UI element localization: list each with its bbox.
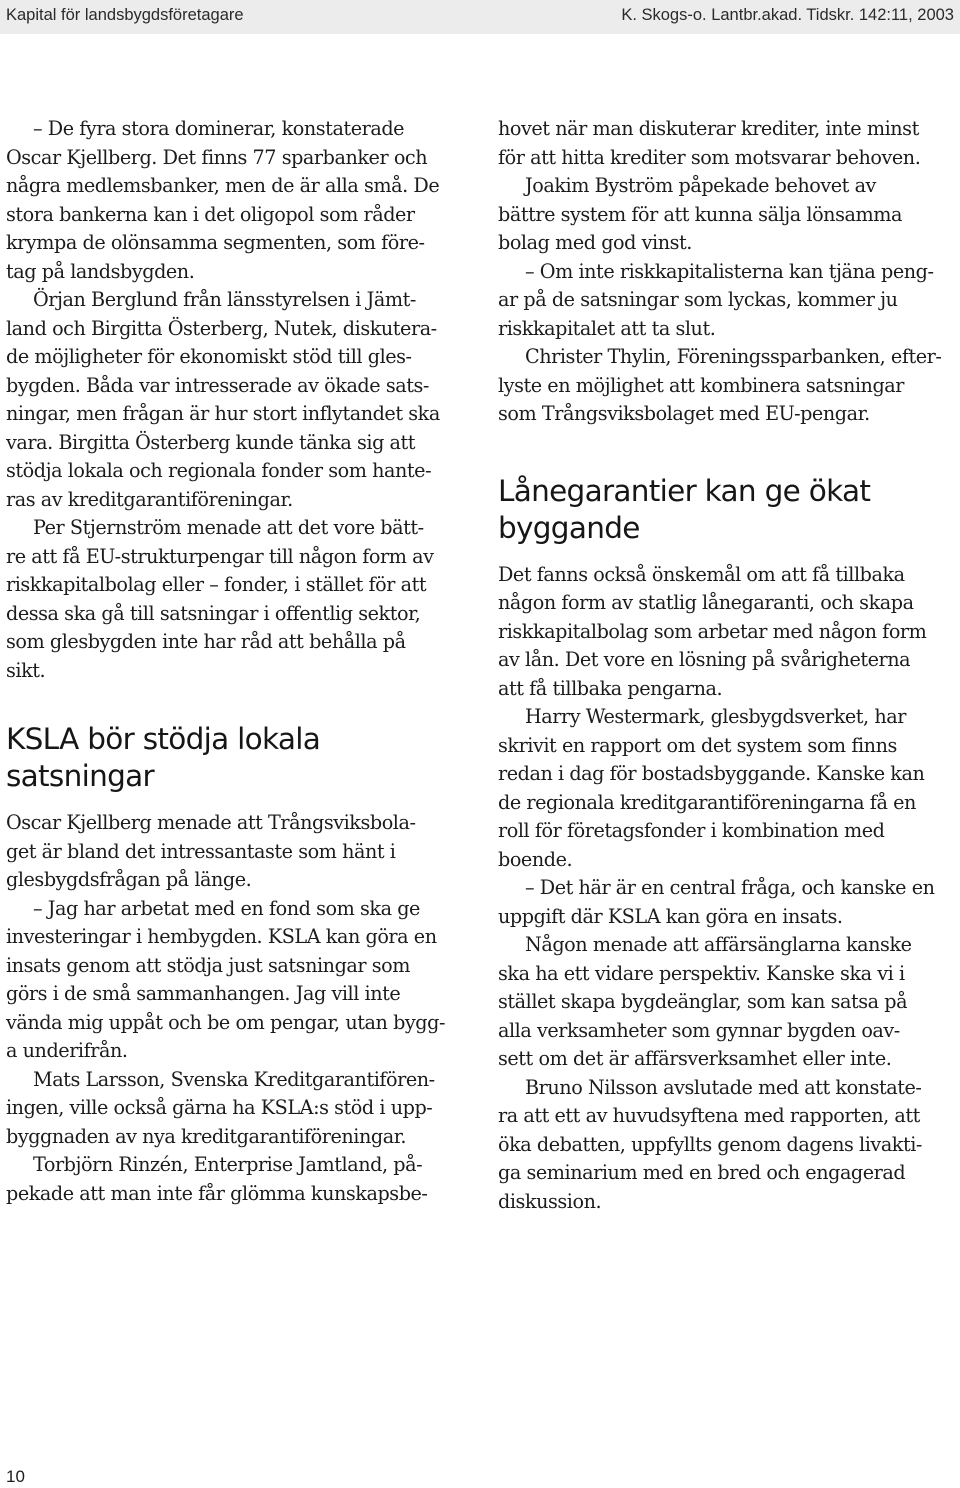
text-line: Örjan Berglund från länsstyrelsen i Jämt- <box>33 288 416 311</box>
page-number: 10 <box>6 1467 25 1486</box>
text-line: ska ha ett vidare perspektiv. Kanske ska vi i <box>498 961 905 985</box>
text-line: ar på de satsningar som lyckas, kommer ju <box>498 288 898 311</box>
text-line: uppgift där KSLA kan göra en insats. <box>498 904 843 928</box>
text-line: sett om det är affärsverksamhet eller inte. <box>498 1047 892 1070</box>
text-line: riskkapitalbolag eller – fonder, i stället för att <box>6 573 427 596</box>
text-line: tag på landsbygden. <box>6 259 195 283</box>
text-line: Det fanns också önskemål om att få tillbaka <box>498 562 905 586</box>
text-line: Mats Larsson, Svenska Kreditgarantifören- <box>33 1067 435 1091</box>
heading-line: byggande <box>498 510 640 545</box>
text-line: dessa ska gå till satsningar i offentlig sektor, <box>6 601 421 625</box>
text-line: stället skapa bygdeänglar, som kan satsa på <box>498 990 908 1013</box>
text-line: stora bankerna kan i det oligopol som råder <box>6 202 415 226</box>
text-line: ningar, men frågan är hur stort inflytandet ska <box>6 402 440 425</box>
paragraph <box>498 115 956 172</box>
text-line: investeringar i hembygden. KSLA kan göra en <box>6 925 437 948</box>
text-line: bättre system för att kunna sälja lönsamma <box>498 202 902 226</box>
text-line: Oscar Kjellberg menade att Trångsviksbola- <box>6 811 416 834</box>
text-line: get är bland det intressantaste som hänt i <box>6 839 396 863</box>
text-line: de regionala kreditgarantiföreningarna få en <box>498 790 916 814</box>
text-line: av lån. Det vore en lösning på svårigheterna <box>498 648 911 671</box>
text-line: att få tillbaka pengarna. <box>498 676 723 700</box>
paragraph <box>6 1066 466 1152</box>
heading-line: Lånegarantier kan ge ökat <box>498 473 871 508</box>
text-line: någon form av statlig lånegaranti, och skapa <box>498 591 914 614</box>
text-line: roll för företagsfonder i kombination med <box>498 819 885 842</box>
running-header <box>0 0 960 34</box>
section-heading <box>6 721 466 795</box>
paragraph <box>6 286 466 514</box>
heading-line: KSLA bör stödja lokala <box>6 722 321 756</box>
text-line: öka debatten, uppfyllts genom dagens livakti- <box>498 1132 922 1156</box>
paragraph <box>6 115 466 286</box>
text-line: vara. Birgitta Österberg kunde tänka sig att <box>6 430 416 454</box>
text-line: – Jag har arbetat med en fond som ska ge <box>33 896 420 920</box>
paragraph <box>498 703 956 874</box>
text-line: Torbjörn Rinzén, Enterprise Jamtland, på- <box>33 1153 423 1176</box>
right-column <box>498 115 956 1216</box>
text-line: Joakim Byström påpekade behovet av <box>525 174 876 197</box>
text-line: Per Stjernström menade att det vore bätt- <box>33 516 424 539</box>
text-line: alla verksamheter som gynnar bygden oav- <box>498 1018 900 1042</box>
text-line: krympa de olönsamma segmenten, som före- <box>6 231 425 254</box>
text-line: bolag med god vinst. <box>498 231 692 254</box>
text-line: för att hitta krediter som motsvarar behoven. <box>498 145 921 169</box>
text-line: vända mig uppåt och be om pengar, utan bygg- <box>6 1010 445 1034</box>
text-line: diskussion. <box>498 1189 602 1213</box>
text-line: Christer Thylin, Föreningssparbanken, efter- <box>525 345 942 368</box>
paragraph <box>498 1074 956 1217</box>
text-line: ras av kreditgarantiföreningar. <box>6 487 293 511</box>
running-head-title: Kapital för landsbygdsföretagare <box>6 6 244 24</box>
text-line: – Om inte riskkapitalisterna kan tjäna peng- <box>525 259 934 283</box>
text-line: Någon menade att affärsänglarna kanske <box>525 933 912 956</box>
paragraph <box>6 895 466 1066</box>
text-line: boende. <box>498 847 573 871</box>
text-line: Oscar Kjellberg. Det finns 77 sparbanker och <box>6 145 428 169</box>
paragraph <box>6 809 466 895</box>
text-line: några medlemsbanker, men de är alla små. De <box>6 174 440 197</box>
text-line: insats genom att stödja just satsningar som <box>6 953 411 977</box>
paragraph <box>498 172 956 258</box>
text-line: ingen, ville också gärna ha KSLA:s stöd i upp- <box>6 1096 433 1119</box>
text-line: – De fyra stora dominerar, konstaterade <box>33 117 405 140</box>
text-line: Bruno Nilsson avslutade med att konstate- <box>525 1075 922 1099</box>
paragraph <box>498 874 956 931</box>
paragraph <box>498 343 956 429</box>
text-line: Harry Westermark, glesbygdsverket, har <box>525 705 906 728</box>
text-line: sikt. <box>6 658 46 682</box>
text-line: re att få EU-strukturpengar till någon form av <box>6 544 434 568</box>
paragraph <box>498 931 956 1074</box>
text-line: riskkapitalbolag som arbetar med någon form <box>498 619 927 643</box>
section-heading <box>498 473 956 547</box>
text-line: pekade att man inte får glömma kunskapsbe- <box>6 1181 428 1205</box>
left-column <box>6 115 466 1208</box>
paragraph <box>498 561 956 704</box>
text-line: redan i dag för bostadsbyggande. Kanske kan <box>498 762 925 785</box>
text-line: – Det här är en central fråga, och kanske en <box>525 876 935 899</box>
text-line: skrivit en rapport om det system som finns <box>498 733 897 757</box>
heading-line: satsningar <box>6 759 154 793</box>
text-line: land och Birgitta Österberg, Nutek, diskutera- <box>6 316 437 340</box>
text-line: görs i de små sammanhangen. Jag vill inte <box>6 982 401 1005</box>
text-line: a underifrån. <box>6 1039 128 1062</box>
text-line: hovet när man diskuterar krediter, inte minst <box>498 117 919 140</box>
running-head-citation: K. Skogs-o. Lantbr.akad. Tidskr. 142:11, 2003 <box>621 6 954 24</box>
text-line: lyste en möjlighet att kombinera satsningar <box>498 373 904 397</box>
text-line: som glesbygden inte har råd att behålla på <box>6 630 406 653</box>
paragraph <box>6 1151 466 1208</box>
paragraph <box>498 258 956 344</box>
text-line: riskkapitalet att ta slut. <box>498 316 716 340</box>
text-line: glesbygdsfrågan på länge. <box>6 868 252 891</box>
text-line: byggnaden av nya kreditgarantiföreningar. <box>6 1124 406 1148</box>
text-line: som Trångsviksbolaget med EU-pengar. <box>498 402 870 425</box>
text-line: stödja lokala och regionala fonder som hante- <box>6 459 432 482</box>
text-line: ga seminarium med en bred och engagerad <box>498 1161 906 1184</box>
paragraph <box>6 514 466 685</box>
text-line: ra att ett av huvudsyftena med rapporten, att <box>498 1104 920 1127</box>
text-line: de möjligheter för ekonomiskt stöd till gles- <box>6 345 412 368</box>
text-line: bygden. Båda var intresserade av ökade sats- <box>6 373 429 397</box>
